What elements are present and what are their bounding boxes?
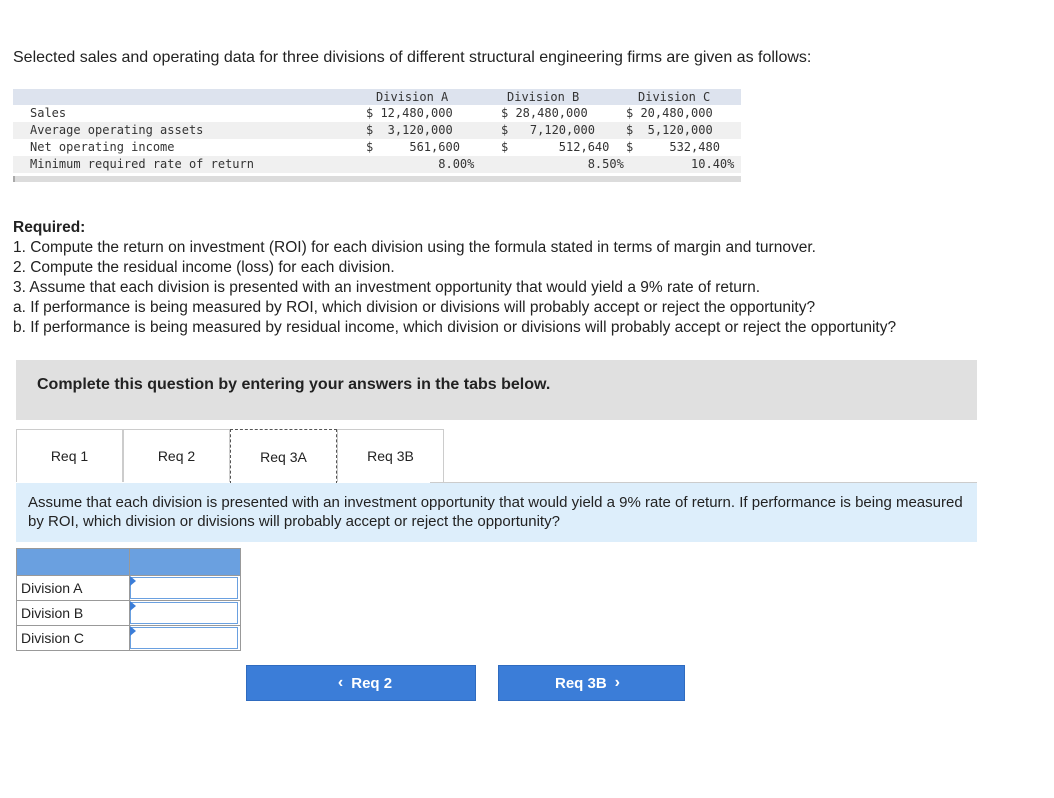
answer-cell [130, 601, 241, 626]
division-a-answer-input[interactable] [130, 577, 238, 599]
answer-label: Division A [17, 576, 130, 601]
row-label: Net operating income [30, 140, 175, 154]
chevron-right-icon: › [614, 674, 620, 691]
header-division-c: Division C [638, 90, 711, 104]
intro-text: Selected sales and operating data for three divisions of different structural engineering firms are given as follows: [13, 49, 812, 66]
division-b-answer-input[interactable] [130, 602, 238, 624]
tab-req-3b[interactable]: Req 3B [337, 429, 444, 482]
dropdown-marker-icon [130, 601, 136, 611]
cell-a: $ 3,120,000 [366, 123, 453, 137]
division-c-answer-input[interactable] [130, 627, 238, 649]
tab-req-1[interactable]: Req 1 [16, 429, 123, 482]
dropdown-marker-icon [130, 576, 136, 586]
table-header-row [13, 89, 741, 105]
required-item: a. If performance is being measured by ROI, which division or divisions will probably accept or reject the opportunity? [13, 299, 816, 316]
instruction-text: Complete this question by entering your answers in the tabs below. [37, 376, 551, 393]
answer-table [16, 548, 241, 651]
cell-c: $ 532,480 [626, 140, 720, 154]
header-cell [130, 549, 241, 576]
cell-a: $ 12,480,000 [366, 106, 453, 120]
row-label: Minimum required rate of return [30, 157, 254, 171]
row-label: Sales [30, 106, 67, 120]
cell-a: 8.00% [366, 157, 475, 171]
cell-b: $ 512,640 [501, 140, 610, 154]
division-data-table [13, 89, 741, 182]
answer-cell [130, 576, 241, 601]
tab-req-2[interactable]: Req 2 [123, 429, 230, 482]
cell-a: $ 561,600 [366, 140, 460, 154]
header-cell [17, 549, 130, 576]
required-item: 3. Assume that each division is presented with an investment opportunity that would yield a 9% rate of return. [13, 279, 760, 296]
answer-row [17, 601, 241, 626]
prev-req-label: Req 2 [351, 674, 393, 692]
cell-c: $ 20,480,000 [626, 106, 713, 120]
answer-table-header [17, 549, 241, 576]
table-row [13, 105, 741, 122]
cell-c: 10.40% [626, 157, 735, 171]
next-req-label: Req 3B [554, 674, 607, 692]
required-item: 1. Compute the return on investment (ROI) for each division using the formula stated in terms of margin and turnover. [13, 239, 816, 256]
answer-label: Division C [17, 626, 130, 651]
cell-b: $ 7,120,000 [501, 123, 595, 137]
required-title: Required: [13, 219, 86, 236]
table-row [13, 139, 741, 156]
table-footer-bar [13, 176, 741, 182]
cell-c: $ 5,120,000 [626, 123, 713, 137]
dropdown-marker-icon [130, 626, 136, 636]
prev-req-button[interactable] [246, 665, 476, 701]
question-box [16, 483, 977, 542]
cell-b: 8.50% [501, 157, 624, 171]
cell-b: $ 28,480,000 [501, 106, 588, 120]
table-row [13, 122, 741, 139]
answer-label: Division B [17, 601, 130, 626]
next-req-button[interactable] [498, 665, 685, 701]
answer-cell [130, 626, 241, 651]
header-division-b: Division B [507, 90, 580, 104]
chevron-left-icon: ‹ [337, 674, 344, 691]
tab-req-3a[interactable]: Req 3A [230, 429, 337, 484]
answer-row [17, 626, 241, 651]
answer-row [17, 576, 241, 601]
question-text: Assume that each division is presented with an investment opportunity that would yield a 9% rate of return. If performance is being measured by ROI, which division or divisions will probably accept or reject the opportunity? [28, 494, 963, 530]
table-row [13, 156, 741, 173]
required-item: b. If performance is being measured by residual income, which division or divisions will probably accept or reject the opportunity? [13, 319, 897, 336]
required-item: 2. Compute the residual income (loss) for each division. [13, 259, 395, 276]
required-section [13, 218, 896, 338]
instruction-box [16, 360, 977, 420]
header-division-a: Division A [376, 90, 449, 104]
row-label: Average operating assets [30, 123, 204, 137]
